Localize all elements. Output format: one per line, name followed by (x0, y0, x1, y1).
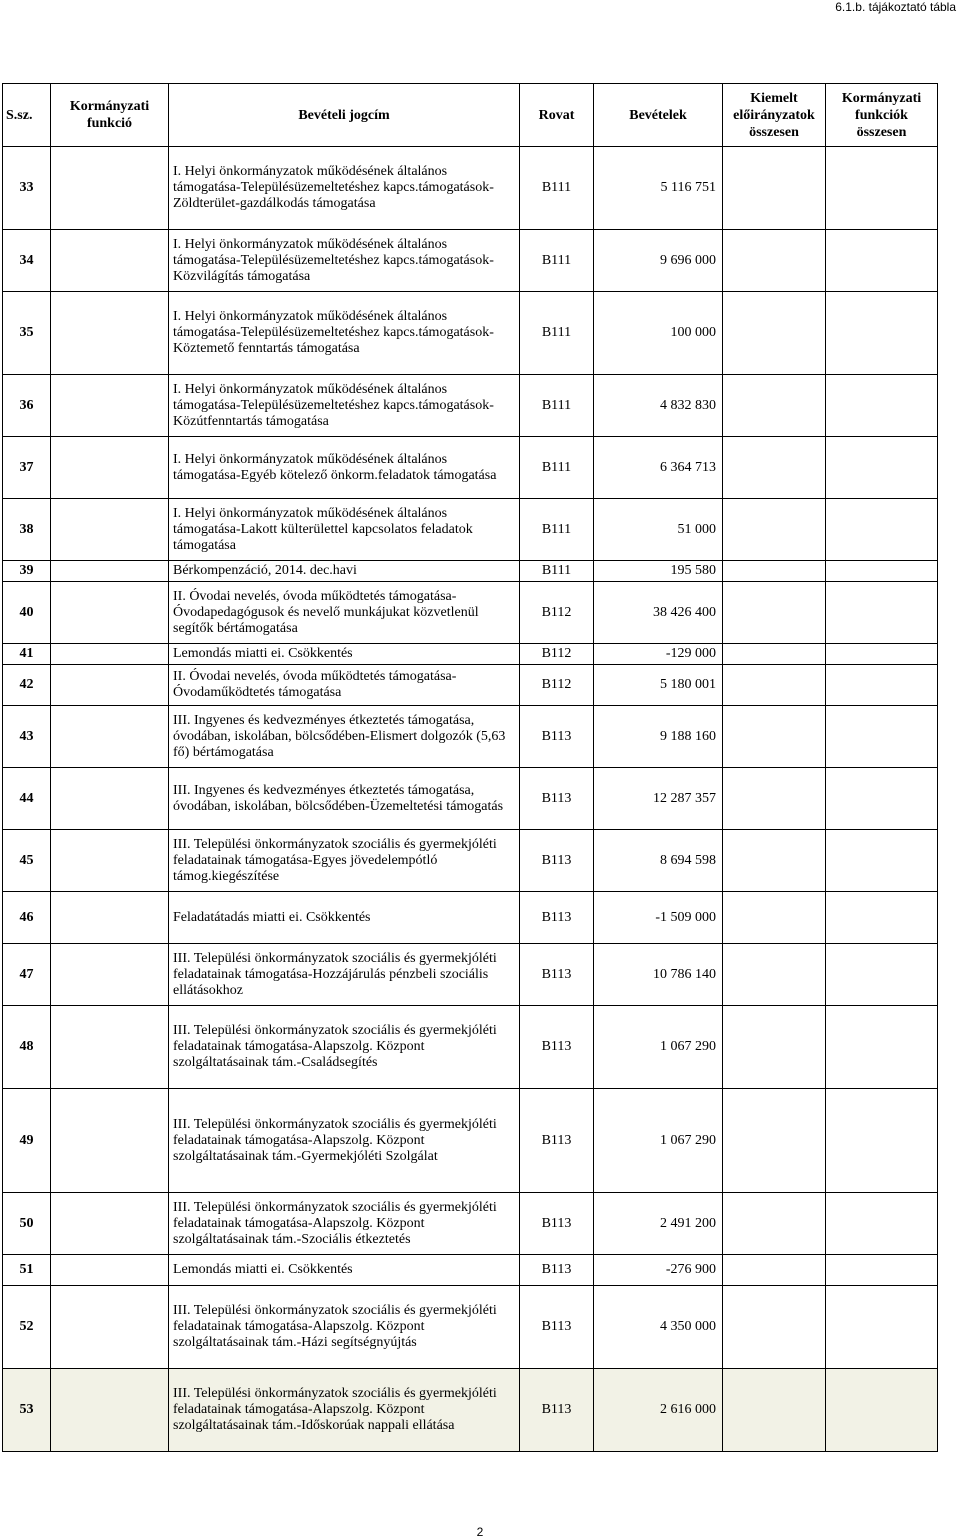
row-rovat: B113 (520, 1286, 594, 1369)
table-row (3, 1369, 938, 1452)
revenue-table (2, 83, 938, 1452)
row-korm-funkciok (826, 375, 938, 437)
table-row (3, 706, 938, 768)
table-row (3, 830, 938, 892)
row-rovat: B111 (520, 230, 594, 292)
row-kiemelt (723, 1255, 826, 1286)
row-rovat: B112 (520, 665, 594, 706)
row-rovat: B113 (520, 1193, 594, 1255)
row-korm-funkciok (826, 944, 938, 1006)
row-number: 43 (3, 706, 51, 768)
row-kiemelt (723, 644, 826, 665)
row-kiemelt (723, 706, 826, 768)
row-bevetel: 4 832 830 (594, 375, 723, 437)
row-korm-funkciok (826, 292, 938, 375)
row-korm-funkciok (826, 1369, 938, 1452)
row-korm-funkciok (826, 499, 938, 561)
table-row (3, 1193, 938, 1255)
row-rovat: B111 (520, 437, 594, 499)
row-number: 50 (3, 1193, 51, 1255)
row-korm-funkciok (826, 644, 938, 665)
row-bevetel: 1 067 290 (594, 1089, 723, 1193)
row-korm-funkciok (826, 437, 938, 499)
row-jogcim: II. Óvodai nevelés, óvoda működtetés támogatása-Óvodapedagógusok és nevelő munkájukat közvetlenül segítők bértámogatása (169, 582, 520, 644)
header-kiemelt: Kiemelt előirányzatok összesen (723, 84, 826, 147)
row-rovat: B113 (520, 1006, 594, 1089)
row-korm-funkcio (51, 1369, 169, 1452)
row-jogcim: III. Települési önkormányzatok szociális és gyermekjóléti feladatainak támogatása-Alapszolg. Központ szolgáltatásainak tám.-Családsegítés (169, 1006, 520, 1089)
row-jogcim: III. Ingyenes és kedvezményes étkeztetés támogatása, óvodában, iskolában, bölcsődében-Elismert dolgozók (5,63 fő) bértámogatása (169, 706, 520, 768)
table-row (3, 375, 938, 437)
row-korm-funkcio (51, 706, 169, 768)
header-korm-funkciok: Kormányzati funkciók összesen (826, 84, 938, 147)
table-row (3, 1255, 938, 1286)
row-rovat: B113 (520, 892, 594, 944)
row-kiemelt (723, 1286, 826, 1369)
row-number: 53 (3, 1369, 51, 1452)
row-korm-funkcio (51, 230, 169, 292)
row-number: 45 (3, 830, 51, 892)
row-korm-funkcio (51, 292, 169, 375)
row-bevetel: 100 000 (594, 292, 723, 375)
row-bevetel: 4 350 000 (594, 1286, 723, 1369)
row-number: 41 (3, 644, 51, 665)
row-number: 40 (3, 582, 51, 644)
row-rovat: B111 (520, 375, 594, 437)
row-rovat: B111 (520, 292, 594, 375)
row-jogcim: III. Települési önkormányzatok szociális és gyermekjóléti feladatainak támogatása-Alapszolg. Központ szolgáltatásainak tám.-Időskorúak nappali ellátása (169, 1369, 520, 1452)
row-bevetel: 2 491 200 (594, 1193, 723, 1255)
table-row (3, 147, 938, 230)
row-number: 52 (3, 1286, 51, 1369)
row-bevetel: 2 616 000 (594, 1369, 723, 1452)
row-korm-funkciok (826, 1255, 938, 1286)
row-korm-funkciok (826, 1286, 938, 1369)
row-korm-funkcio (51, 768, 169, 830)
row-bevetel: 5 116 751 (594, 147, 723, 230)
row-korm-funkciok (826, 230, 938, 292)
row-kiemelt (723, 582, 826, 644)
row-rovat: B111 (520, 147, 594, 230)
row-korm-funkciok (826, 147, 938, 230)
table-row (3, 561, 938, 582)
row-bevetel: -1 509 000 (594, 892, 723, 944)
row-kiemelt (723, 892, 826, 944)
table-row (3, 292, 938, 375)
row-rovat: B113 (520, 768, 594, 830)
row-kiemelt (723, 665, 826, 706)
row-kiemelt (723, 944, 826, 1006)
row-number: 47 (3, 944, 51, 1006)
row-korm-funkcio (51, 561, 169, 582)
row-jogcim: I. Helyi önkormányzatok működésének általános támogatása-Településüzemeltetéshez kapcs.támogatások-Köztemető fenntartás támogatása (169, 292, 520, 375)
row-rovat: B111 (520, 499, 594, 561)
table-row (3, 665, 938, 706)
row-jogcim: III. Ingyenes és kedvezményes étkeztetés támogatása, óvodában, iskolában, bölcsődében-Üzemeltetési támogatás (169, 768, 520, 830)
row-korm-funkcio (51, 1255, 169, 1286)
row-number: 36 (3, 375, 51, 437)
row-jogcim: III. Települési önkormányzatok szociális és gyermekjóléti feladatainak támogatása-Alapszolg. Központ szolgáltatásainak tám.-Szociális étkeztetés (169, 1193, 520, 1255)
row-korm-funkcio (51, 1089, 169, 1193)
row-number: 49 (3, 1089, 51, 1193)
row-bevetel: 9 696 000 (594, 230, 723, 292)
row-korm-funkcio (51, 147, 169, 230)
row-rovat: B113 (520, 944, 594, 1006)
page-number: 2 (476, 1525, 484, 1539)
row-kiemelt (723, 375, 826, 437)
header-bevetelek: Bevételek (594, 84, 723, 147)
table-row (3, 1089, 938, 1193)
row-korm-funkciok (826, 768, 938, 830)
row-jogcim: I. Helyi önkormányzatok működésének általános támogatása-Településüzemeltetéshez kapcs.támogatások-Közvilágítás támogatása (169, 230, 520, 292)
row-kiemelt (723, 147, 826, 230)
row-korm-funkcio (51, 1006, 169, 1089)
row-jogcim: I. Helyi önkormányzatok működésének általános támogatása-Településüzemeltetéshez kapcs.támogatások-Zöldterület-gazdálkodás támogatása (169, 147, 520, 230)
row-korm-funkciok (826, 1089, 938, 1193)
row-rovat: B113 (520, 1255, 594, 1286)
row-kiemelt (723, 1193, 826, 1255)
row-bevetel: 51 000 (594, 499, 723, 561)
row-rovat: B113 (520, 1089, 594, 1193)
row-jogcim: III. Települési önkormányzatok szociális és gyermekjóléti feladatainak támogatása-Egyes jövedelempótló támog.kiegészítése (169, 830, 520, 892)
header-korm-funkcio: Kormányzati funkció (51, 84, 169, 147)
row-kiemelt (723, 230, 826, 292)
row-jogcim: III. Települési önkormányzatok szociális és gyermekjóléti feladatainak támogatása-Hozzájárulás pénzbeli szociális ellátásokhoz (169, 944, 520, 1006)
row-bevetel: 10 786 140 (594, 944, 723, 1006)
table-row (3, 944, 938, 1006)
row-bevetel: 6 364 713 (594, 437, 723, 499)
row-korm-funkcio (51, 892, 169, 944)
row-bevetel: 9 188 160 (594, 706, 723, 768)
row-rovat: B113 (520, 830, 594, 892)
row-number: 51 (3, 1255, 51, 1286)
table-row (3, 644, 938, 665)
row-korm-funkcio (51, 582, 169, 644)
row-kiemelt (723, 830, 826, 892)
row-korm-funkcio (51, 644, 169, 665)
row-kiemelt (723, 499, 826, 561)
row-rovat: B113 (520, 1369, 594, 1452)
row-korm-funkciok (826, 665, 938, 706)
row-bevetel: 1 067 290 (594, 1006, 723, 1089)
row-jogcim: II. Óvodai nevelés, óvoda működtetés támogatása-Óvodaműködtetés támogatása (169, 665, 520, 706)
header-rovat: Rovat (520, 84, 594, 147)
row-bevetel: -129 000 (594, 644, 723, 665)
table-row (3, 499, 938, 561)
row-jogcim: III. Települési önkormányzatok szociális és gyermekjóléti feladatainak támogatása-Alapszolg. Központ szolgáltatásainak tám.-Házi segítségnyújtás (169, 1286, 520, 1369)
row-bevetel: 195 580 (594, 561, 723, 582)
row-kiemelt (723, 1089, 826, 1193)
row-rovat: B111 (520, 561, 594, 582)
row-korm-funkcio (51, 665, 169, 706)
row-kiemelt (723, 1006, 826, 1089)
row-number: 38 (3, 499, 51, 561)
table-row (3, 768, 938, 830)
header-ssz: S.sz. (3, 84, 51, 147)
row-number: 35 (3, 292, 51, 375)
row-korm-funkciok (826, 1193, 938, 1255)
row-korm-funkcio (51, 1286, 169, 1369)
row-korm-funkciok (826, 1006, 938, 1089)
row-kiemelt (723, 292, 826, 375)
row-rovat: B113 (520, 706, 594, 768)
row-bevetel: 38 426 400 (594, 582, 723, 644)
row-number: 46 (3, 892, 51, 944)
row-korm-funkcio (51, 499, 169, 561)
table-body (3, 147, 938, 1452)
row-kiemelt (723, 561, 826, 582)
row-korm-funkcio (51, 437, 169, 499)
row-number: 48 (3, 1006, 51, 1089)
row-korm-funkciok (826, 706, 938, 768)
row-jogcim: Lemondás miatti ei. Csökkentés (169, 1255, 520, 1286)
row-number: 34 (3, 230, 51, 292)
row-korm-funkciok (826, 582, 938, 644)
row-kiemelt (723, 437, 826, 499)
table-row (3, 437, 938, 499)
row-korm-funkcio (51, 944, 169, 1006)
row-korm-funkcio (51, 1193, 169, 1255)
row-bevetel: 12 287 357 (594, 768, 723, 830)
row-jogcim: I. Helyi önkormányzatok működésének általános támogatása-Településüzemeltetéshez kapcs.támogatások-Közútfenntartás támogatása (169, 375, 520, 437)
table-row (3, 1286, 938, 1369)
row-jogcim: Lemondás miatti ei. Csökkentés (169, 644, 520, 665)
row-jogcim: III. Települési önkormányzatok szociális és gyermekjóléti feladatainak támogatása-Alapszolg. Központ szolgáltatásainak tám.-Gyermekjóléti Szolgálat (169, 1089, 520, 1193)
row-korm-funkcio (51, 375, 169, 437)
table-row (3, 892, 938, 944)
row-kiemelt (723, 1369, 826, 1452)
row-korm-funkciok (826, 892, 938, 944)
row-bevetel: 5 180 001 (594, 665, 723, 706)
row-korm-funkcio (51, 830, 169, 892)
table-id-label: 6.1.b. tájákoztató tábla (835, 0, 956, 14)
row-bevetel: -276 900 (594, 1255, 723, 1286)
row-jogcim: Feladatátadás miatti ei. Csökkentés (169, 892, 520, 944)
row-jogcim: I. Helyi önkormányzatok működésének általános támogatása-Egyéb kötelező önkorm.feladatok támogatása (169, 437, 520, 499)
row-rovat: B112 (520, 582, 594, 644)
table-row (3, 230, 938, 292)
header-jogcim: Bevételi jogcím (169, 84, 520, 147)
row-number: 44 (3, 768, 51, 830)
row-number: 42 (3, 665, 51, 706)
row-korm-funkciok (826, 830, 938, 892)
row-korm-funkciok (826, 561, 938, 582)
row-number: 39 (3, 561, 51, 582)
row-jogcim: I. Helyi önkormányzatok működésének általános támogatása-Lakott külterülettel kapcsolatos feladatok támogatása (169, 499, 520, 561)
table-row (3, 1006, 938, 1089)
row-number: 37 (3, 437, 51, 499)
row-kiemelt (723, 768, 826, 830)
row-jogcim: Bérkompenzáció, 2014. dec.havi (169, 561, 520, 582)
row-number: 33 (3, 147, 51, 230)
header-row (3, 84, 938, 147)
row-rovat: B112 (520, 644, 594, 665)
table-row (3, 582, 938, 644)
row-bevetel: 8 694 598 (594, 830, 723, 892)
